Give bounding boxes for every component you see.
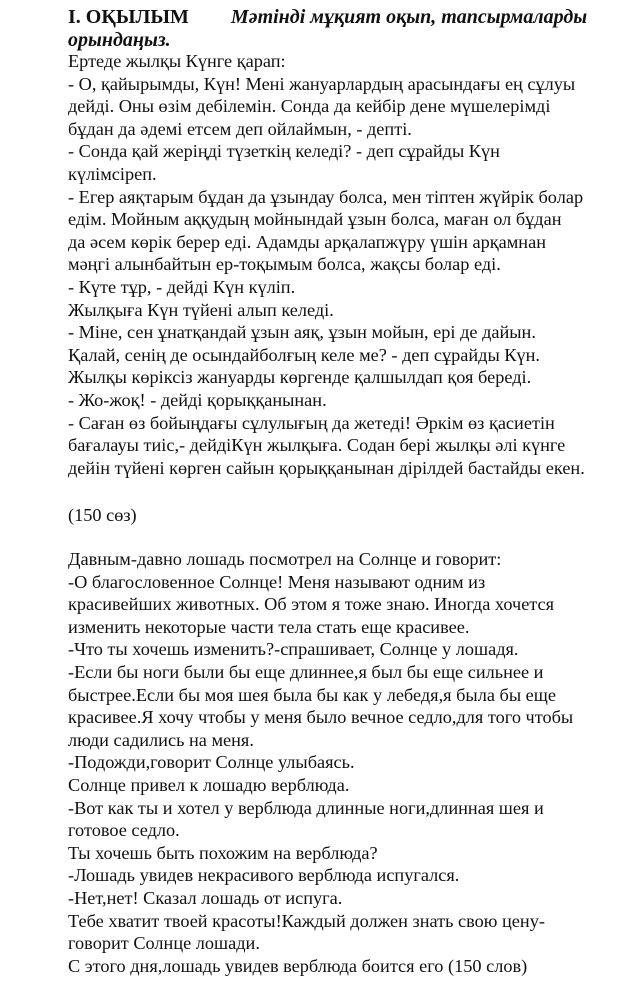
text-line: люди садились на меня.: [68, 729, 254, 750]
text-line: дейді. Оны өзім дебілемін. Сонда да кейбір дене мүшелерімді: [68, 96, 551, 117]
heading-line-1: [68, 6, 628, 29]
text-line: -Подожди,говорит Солнце улыбаясь.: [68, 752, 355, 773]
text-line: Жылқы көріксіз жануарды көргенде қалшылдап қоя береді.: [68, 367, 532, 388]
section-title: I. ОҚЫЛЫМ: [68, 6, 189, 28]
text-line: - Саған өз бойыңдағы сұлулығың да жетеді! Әркім өз қасиетін: [68, 412, 555, 433]
russian-text: [68, 548, 636, 977]
text-line: - Міне, сен ұнатқандай ұзын аяқ, ұзын мойын, ері де дайын.: [68, 322, 536, 343]
text-line: красивейших животных. Об этом я тоже знаю. Иногда хочется: [68, 594, 555, 615]
instruction-text: Мәтінді мұқият оқып, тапсырмаларды: [230, 6, 588, 28]
text-line: мәңгі алынбайтын ер-тоқымым болса, жақсы болар еді.: [68, 254, 501, 275]
text-line: Жылқыға Күн түйені алып келеді.: [68, 299, 334, 320]
text-line: Солнце привел к лошадю верблюда.: [68, 774, 350, 795]
text-line: Тебе хватит твоей красоты!Каждый должен знать свою цену-: [68, 910, 545, 931]
text-line: дейін түйені көрген сайын қорыққанынан дірілдей бастайды екен.: [68, 457, 585, 478]
text-line: изменить некоторые части тела стать еще красивее.: [68, 616, 470, 637]
text-line: быстрее.Если бы моя шея была бы как у лебедя,я была бы еще: [68, 684, 556, 705]
text-line: Давным-давно лошадь посмотрел на Солнце и говорит:: [68, 549, 502, 569]
kazakh-word-count-block: [68, 504, 636, 527]
text-line: бағалауы тиіс,- дейдіКүн жылқыға. Содан бері жылқы әлі күнге: [68, 435, 566, 456]
text-line: күлімсіреп.: [68, 163, 157, 184]
text-line: - Егер аяқтарым бұдан да ұзындау болса, мен тіптен жүйрік болар: [68, 186, 584, 207]
text-line: бұдан да әдемі етсем деп ойлаймын, - депті.: [68, 118, 412, 139]
text-line: -Если бы ноги были бы еще длиннее,я был бы еще сильнее и: [68, 661, 544, 682]
text-line: красивее.Я хочу чтобы у меня было вечное седло,для того чтобы: [68, 707, 574, 728]
text-line: говорит Солнце лошади.: [68, 933, 260, 954]
text-line: С этого дня,лошадь увидев верблюда боится его (150 слов): [68, 955, 528, 976]
text-line: Ертеде жылқы Күнге қарап:: [68, 51, 286, 71]
heading-line-2: [68, 29, 628, 52]
text-line: - Күте тұр, - дейді Күн күліп.: [68, 276, 296, 297]
kazakh-text: [68, 50, 636, 479]
text-line: -Вот как ты и хотел у верблюда длинные ноги,длинная шея и: [68, 797, 544, 818]
text-line: -О благословенное Солнце! Меня называют одним из: [68, 571, 486, 592]
text-line: готовое седло.: [68, 820, 180, 841]
text-line: -Лошадь увидев некрасивого верблюда испугался.: [68, 865, 460, 886]
text-line: -Что ты хочешь изменить?-спрашивает, Солнце у лошадя.: [68, 639, 519, 660]
text-line: да әсем көрік берер еді. Адамды арқалапжүру үшін арқамнан: [68, 231, 546, 252]
section-heading: [68, 6, 628, 52]
text-line: Қалай, сенің де осындайболғың келе ме? - деп сұрайды Күн.: [68, 344, 540, 365]
instruction-text-continued: орындаңыз.: [68, 29, 171, 51]
text-line: едім. Мойным аққудың мойнындай ұзын болса, маған ол бұдан: [68, 209, 562, 230]
text-line: Ты хочешь быть похожим на верблюда?: [68, 842, 378, 863]
text-line: - Сонда қай жеріңді түзеткің келеді? - деп сұрайды Күн: [68, 141, 500, 162]
text-line: -Нет,нет! Сказал лошадь от испуга.: [68, 887, 343, 908]
word-count: (150 сөз): [68, 505, 137, 525]
text-line: - О, қайырымды, Күн! Мені жануарлардың арасындағы ең сұлуы: [68, 73, 576, 94]
text-line: - Жо-жоқ! - дейді қорыққанынан.: [68, 389, 327, 410]
